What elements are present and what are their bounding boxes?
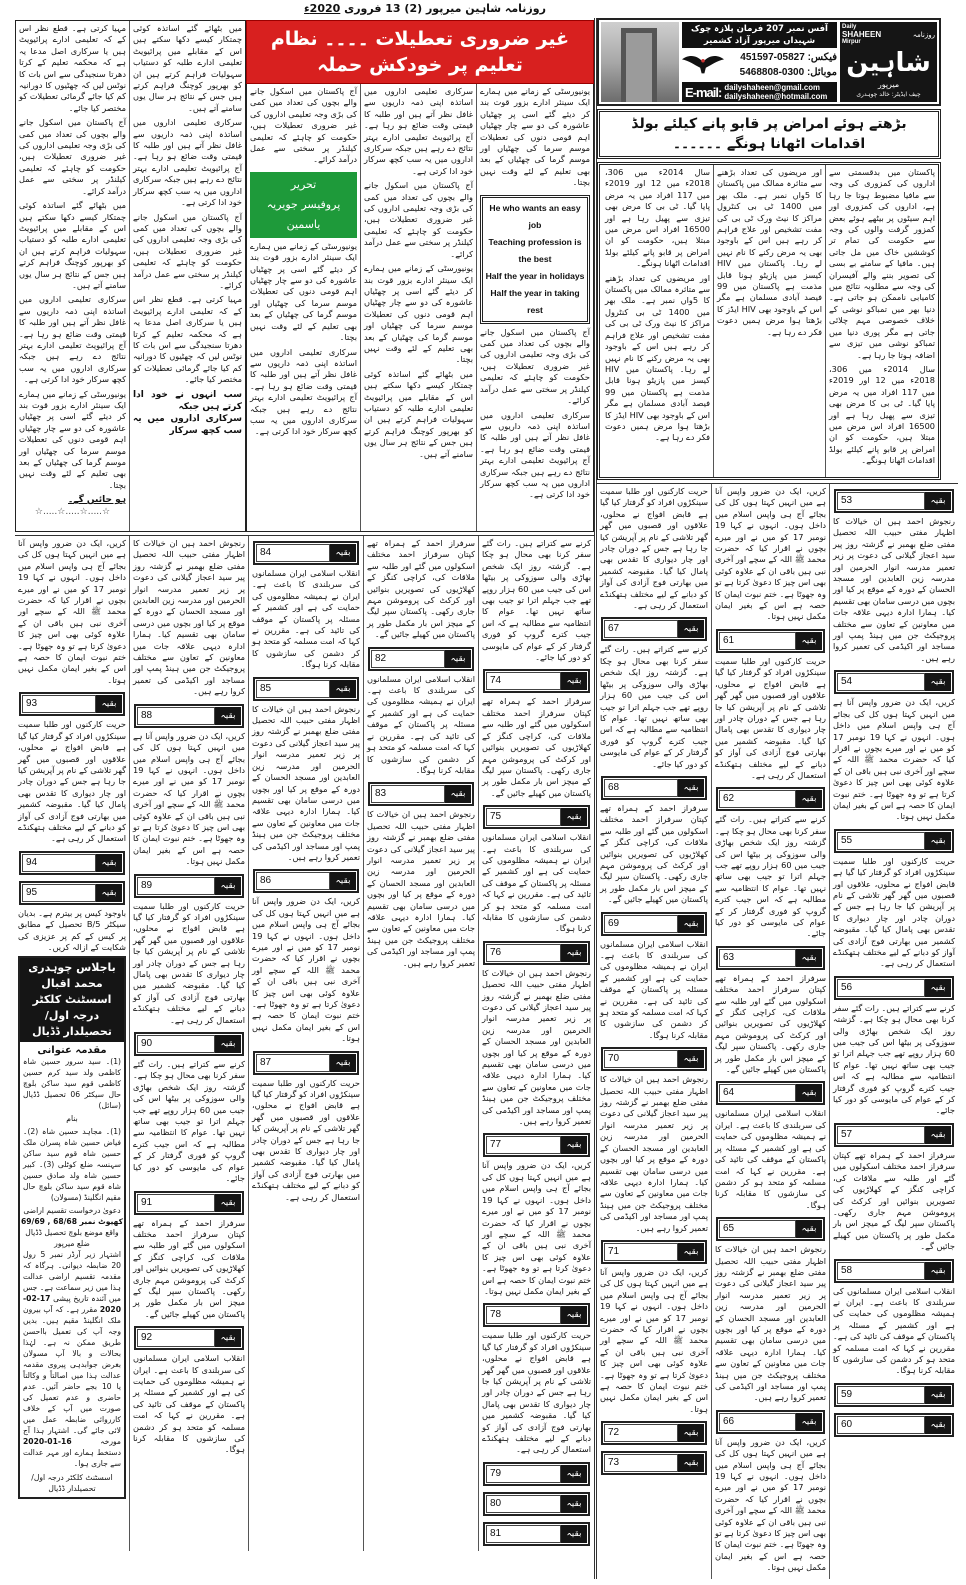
editorial [597, 162, 941, 480]
notice-label: بقیہ [925, 1416, 951, 1434]
right-part [597, 0, 958, 1579]
notice-label: بقیہ [796, 949, 822, 967]
notice-number: 60 [837, 1416, 925, 1434]
notice-label: بقیہ [678, 915, 704, 933]
continued-notice-box [483, 1133, 590, 1157]
main-article-col-2 [361, 84, 477, 531]
continued-notice-box [483, 1522, 590, 1546]
notice-number: 65 [719, 1220, 796, 1238]
logo-shaheen: SHAHEEN [842, 30, 882, 39]
continued-notice-box [834, 1123, 954, 1147]
continued-notice-box [134, 1326, 244, 1350]
continued-notice-box [834, 976, 954, 1000]
notice-label: بقیہ [925, 673, 951, 691]
newspaper-logo [840, 22, 937, 102]
notice-number: 72 [604, 1424, 678, 1442]
notice-label: بقیہ [678, 620, 704, 638]
continued-notice-box [716, 629, 825, 653]
notice-number: 92 [137, 1329, 215, 1347]
paragraph: کریں، ایک دن ضرور واپس آنا ہے میں انہیں کہتا ہوں کل کی بجائے آج ہی واپس اسلام میں داخل ہوں۔ انہوں نے کہا 19 نومبر 17 کو میں نے اور میرے بچوں نے اقرار کیا کہ حضرت محمد ﷺ اللہ کے سچے اور آخری نبی ہیں باقی ان کے علاوہ کوئی بھی اس چیز کا دعویٰ کرتا ہے تو وہ جھوٹا ہے۔ ختم نبوت ایمان کا حصہ ہے اس کے بغیر ایمان مکمل نہیں ہوتا۔ [600, 1266, 708, 1414]
continued-notice-box [834, 829, 954, 853]
paragraph: سال 2014ء میں 306، 2018ء میں 12 اور 2019ء میں 117 افراد میں یہ مرض پایا گیا۔ ٹی بی کا مرض بھی تیزی سے پھیل رہا ہے اور 16500 افراد اس مرض میں مبتلا ہیں، حکومت کو ان امراض پر قابو پانے کیلئے بولڈ اقدامات اٹھانا ہونگے۔ [829, 363, 935, 466]
court-notice [18, 956, 126, 1499]
news-column [130, 536, 249, 1551]
paragraph: کریں، ایک دن ضرور واپس آنا ہے میں انہیں کہتا ہوں کل کی بجائے آج ہی واپس اسلام میں داخل ہوں۔ انہوں نے کہا 19 نومبر 17 کو میں نے اور میرے بچوں نے اقرار کیا کہ حضرت محمد ﷺ اللہ کے سچے اور آخری نبی ہیں باقی ان کے علاوہ کوئی بھی اس چیز کا دعویٰ کرتا ہے تو وہ جھوٹا ہے۔ ختم نبوت ایمان کا حصہ ہے اس کے بغیر ایمان مکمل نہیں ہوتا۔ [715, 1436, 826, 1573]
notice-number: 95 [22, 884, 96, 902]
paragraph: حریت کارکنوں اور طلبا سمیت سینکڑوں افراد کو گرفتار کیا گیا ہے قابض افواج نے محلوں، علاقوں اور قصبوں میں گھر گھر تلاشی کے نام پر آپریشن کیا جا رہا ہے جس کے دوران چادر اور چار دیواری کا تقدس بھی پامال کیا گیا۔ مقبوضہ کشمیر میں بھارتی فوج آزادی کی آواز کو دبانے کے لیے مختلف ہتھکنڈے استعمال کر رہی ہے۔ [18, 719, 126, 844]
khewat-number: کھیوٹ نمبر 68/68 , 69/69 [20, 1217, 123, 1227]
lower-left-columns [15, 535, 594, 1551]
notice-label: بقیہ [561, 808, 587, 826]
continued-notice-box [834, 1259, 954, 1283]
closing-line: ہو جائیں گے۔ [68, 495, 126, 506]
notice-number: 54 [837, 673, 925, 691]
notice-label: بقیہ [796, 1413, 822, 1431]
paragraph: کرنے سے کتراتے ہیں۔ رات گئے سفر کرنا بھی محال ہو چکا ہے۔ گزشتہ روز ایک شخص بھاڑی والی سوزوکی پر بیٹھا اس کی جیب میں 60 ہزار روپے تھے جب جہلم اترا تو جیب بھی ساتھ نہیں تھا۔ عوام کا انتظامیہ سے مطالبہ ہے کہ اس جیب کترے گروپ کو فوری گرفتار کر کے عوام کی مایوسی کو دور کیا جائے۔ [833, 1002, 955, 1116]
notice-number: 83 [371, 785, 445, 803]
continued-notice-box [134, 874, 244, 898]
notice-number: 64 [719, 1084, 796, 1102]
notice-label: بقیہ [445, 785, 471, 803]
continued-notice-box [716, 1410, 825, 1434]
monument-photo [601, 22, 679, 102]
fax-row [724, 50, 837, 65]
paragraph: انقلاب اسلامی ایران مسلمانوں کی سربلندی کا باعث ہے۔ ایران نے ہمیشہ مظلوموں کی حمایت کی ہے اور کشمیر کے مسئلہ پر پاکستان کے موقف کی تائید کی ہے۔ مقررین نے کہا کہ امت مسلمہ کو متحد ہو کر دشمن کی سازشوں کا مقابلہ کرنا ہوگا۔ [482, 832, 591, 934]
notice-number: 79 [486, 1465, 561, 1483]
continued-notice-box [19, 851, 125, 875]
continued-notice-box [134, 1191, 244, 1215]
notice-label: بقیہ [925, 492, 951, 510]
notice-label: بقیہ [925, 1386, 951, 1404]
paragraph: مہیا کرتی ہے۔ قطع نظر اس کے کہ تعلیمی ادارے پرائیویٹ ہیں یا سرکاری اصل مدعا یہ ہے کہ محکمہ تعلیم کے کرتا دھرتا سنجیدگی سے اس بات کا نوٹس لیں کہ چھٹیوں کا دورانیہ کم کیا جائے گرمائی تعطیلات کو مختصر کیا جائے۔ [19, 23, 126, 113]
paragraph: حریت کارکنوں اور طلبا سمیت سینکڑوں افراد کو گرفتار کیا گیا ہے قابض افواج نے محلوں، علاقوں اور قصبوں میں گھر گھر تلاشی کے نام پر آپریشن کیا جا رہا ہے جس کے دوران چادر اور چار دیواری کا تقدس بھی پامال کیا گیا۔ مقبوضہ کشمیر میں بھارتی فوج آزادی کی آواز کو دبانے کے لیے مختلف ہتھکنڈے استعمال کر رہی ہے۔ [133, 900, 245, 1025]
notice-label: بقیہ [796, 1220, 822, 1238]
notice-label: بقیہ [96, 884, 122, 902]
hearing-date: 17-02-2020 [23, 1294, 121, 1315]
dateline [265, 0, 585, 20]
continued-notice-box [601, 1047, 707, 1071]
continued-notice-box [716, 946, 825, 970]
notice-number: 82 [371, 650, 445, 668]
quote-line: Half the year in taking rest [490, 287, 580, 315]
paragraph: سال 2014ء میں 306، 2018ء میں 12 اور 2019ء میں 117 افراد میں یہ مرض پایا گیا۔ ٹی بی کا مرض بھی تیزی سے پھیل رہا ہے اور 16500 افراد اس مرض میں مبتلا ہیں، حکومت کو ان امراض پر قابو پانے کیلئے بولڈ اقدامات اٹھانا ہونگے۔ [605, 167, 710, 269]
paragraph: آج پاکستان میں اسکول جانے والے بچوں کی تعداد میں کمی کی بڑی وجہ تعلیمی اداروں کی غیر ضروری تعطیلات ہیں، حکومت کو چاہئے کہ تعلیمی کیلنڈر پر سختی سے عمل درآمد کرائے۔ [364, 180, 473, 259]
notice-label: بقیہ [445, 650, 471, 668]
notice-label: بقیہ [561, 1525, 587, 1543]
continued-notice-box [834, 489, 954, 513]
continued-notice-box [253, 541, 359, 565]
fax-number: 05827-451597 [740, 52, 805, 63]
main-article [246, 20, 594, 532]
paragraph: میں بٹھائے گئے اساتذہ کوئی چمتکار کیسے دکھا سکتے ہیں اس کے مقابلے میں پرائیویٹ تعلیمی ادارے طلبہ کو دستیاب سہولیات فراہم کرتے ہیں ان کو بھرپور کوچنگ فراہم کرتے ہیں جس کے نتائج ہر سال یوں سامنے آتے ہیں۔ [133, 23, 242, 113]
continued-notice-box [601, 912, 707, 936]
paragraph: سرفراز احمد کے ہمراہ تھے کپتان سرفراز احمد مختلف اسکولوں میں گئے اور طلبہ سے ملاقات کی، کراچی کنگز کے کھلاڑیوں کی تصویریں بنوائیں اور کرکٹ کی پروموشن مہم جاری رکھی۔ پاکستان سپر لیگ کے میچز اس بار مکمل طور پر پاکستان میں کھیلے جائیں گے۔ [600, 802, 708, 905]
continued-notice-box [134, 1032, 244, 1056]
editorial-col-1 [826, 165, 938, 477]
paragraph: پاکستان میں بدقسمتی سے اداروں کی کمزوری کی وجہ سے مافیا مضبوط ہوتا جا رہا ہے، اداروں کی کمزوری اور اہم سیٹوں پر بیٹھے ہوئے بعض کمزور گرفت والوں کی وجہ سے حکومت کی تمام تر کوششیں خاک میں مل جاتی ہیں۔ مافیا کے سامنے بے بسی کی تصویر بننے والے آفیسران کی وجہ سے مطلوبہ نتائج میں کامیابی ناممکن ہو جاتی ہے۔ دنیا بھر میں تمباکو نوشی کے خلاف خصوصی مہم چلائی جاتی ہے مگر پوری دنیا میں تمباکو نوشی میں تیزی سے اضافہ ہوتا جا رہا ہے۔ [829, 167, 935, 360]
notice-body: دستخط ہمارے اور مہر عدالت سے جاری ہوا۔ [23, 1448, 121, 1469]
news-column [249, 536, 364, 1551]
logo-english [842, 24, 881, 46]
notice-label: بقیہ [215, 877, 241, 895]
continued-notice-box [601, 1421, 707, 1445]
notice-number: 80 [486, 1495, 561, 1513]
paragraph: حریت کارکنوں اور طلبا سمیت سینکڑوں افراد کو گرفتار کیا گیا ہے قابض افواج نے محلوں، علاقوں اور قصبوں میں گھر گھر تلاشی کے نام پر آپریشن کیا جا رہا ہے جس کے دوران چادر اور چار دیواری کا تقدس بھی پامال کیا گیا۔ مقبوضہ کشمیر میں بھارتی فوج آزادی کی آواز کو دبانے کے لیے مختلف ہتھکنڈے استعمال کر رہی ہے۔ [833, 855, 955, 969]
notice-number: 75 [486, 808, 561, 826]
notice-number: 85 [256, 680, 330, 698]
notice-label: بقیہ [796, 1084, 822, 1102]
paragraph: کریں، ایک دن ضرور واپس آنا ہے میں انہیں کہتا ہوں کل کی بجائے آج ہی واپس اسلام میں داخل ہوں۔ انہوں نے کہا 19 نومبر 17 کو میں نے اور میرے بچوں نے اقرار کیا کہ حضرت محمد ﷺ اللہ کے سچے اور آخری نبی ہیں باقی ان کے علاوہ کوئی بھی اس چیز کا دعویٰ کرتا ہے تو وہ جھوٹا ہے۔ ختم نبوت ایمان کا حصہ ہے اس کے بغیر ایمان مکمل نہیں ہوتا۔ [18, 538, 126, 685]
notice-number: 71 [604, 1243, 678, 1261]
paragraph: سرفراز احمد کے ہمراہ تھے کپتان سرفراز احمد مختلف اسکولوں میں گئے اور طلبہ سے ملاقات کی، کراچی کنگز کے کھلاڑیوں کی تصویریں بنوائیں اور کرکٹ کی پروموشن مہم جاری رکھی۔ پاکستان سپر لیگ کے میچز اس بار مکمل طور پر پاکستان میں کھیلے جائیں گے۔ [482, 696, 591, 798]
paragraph: حریت کارکنوں اور طلبا سمیت سینکڑوں افراد کو گرفتار کیا گیا ہے قابض افواج نے محلوں، علاقوں اور قصبوں میں گھر گھر تلاشی کے نام پر آپریشن کیا جا رہا ہے جس کے دوران چادر اور چار دیواری کا تقدس بھی پامال کیا گیا۔ مقبوضہ کشمیر میں بھارتی فوج آزادی کی آواز کو دبانے کے لیے مختلف ہتھکنڈے استعمال کر رہی ہے۔ [482, 1330, 591, 1455]
continued-notice-box [716, 1217, 825, 1241]
continued-notice-box [601, 1451, 707, 1475]
notice-label: بقیہ [215, 707, 241, 725]
notice-label: بقیہ [678, 1454, 704, 1472]
paragraph: سرکاری تعلیمی اداروں میں اساتذہ اپنی ذمہ داریوں سے غافل نظر آتے ہیں اور طلبہ کا قیمتی وقت ضائع ہو رہا ہے۔ آج پرائیویٹ تعلیمی ادارے بہتر نتائج دے رہے ہیں جبکہ سرکاری اداروں میں یہ سب کچھ سرکار خود ادا کرتی ہے۔ [250, 346, 357, 437]
quote-line: He who wants an easy job [489, 202, 581, 230]
paragraph: اور مریضوں کی تعداد بڑھنے سے متاثرہ ممالک میں پاکستان کا 5واں نمبر ہے۔ ملک بھر میں 1400 ٹی بی کنٹرول مراکز کا نیٹ ورک ٹی بی کی مفت تشخیص اور علاج فراہم کر رہے ہیں اس کے باوجود بھی یہ مرض رکنے کا نام نہیں لے رہا۔ پاکستان میں HIV کیسز میں پازیٹو ہونا قابل مذمت ہے پاکستان میں 99 فیصد آبادی مسلمان ہے مگر اس کے باوجود بھی HIV ایڈز کا بڑھتا ہوا مرض ہمیں دعوت فکر دے رہا ہے۔ [717, 167, 823, 337]
notice-number: 73 [604, 1454, 678, 1472]
continued-notice-box [716, 1081, 825, 1105]
paragraph: یونیورسٹی کے زمانے میں ہمارے ایک سینئر ادارے بزور قوت بند کر دیئے گئے اسی پر چھٹیاں عاشورہ کی دو سے چار چھٹیاں اہم قومی دنوں کی تعطیلات موسم سرما کی چھٹیاں اور موسم گرما کی چھٹیاں کے بعد بھی تعلیم کے لئے وقت نہیں بچتا۔ [364, 263, 473, 365]
notice-label: بقیہ [561, 944, 587, 962]
paragraph: انقلاب اسلامی ایران مسلمانوں کی سربلندی کا باعث ہے۔ ایران نے ہمیشہ مظلوموں کی حمایت کی ہے اور کشمیر کے مسئلہ پر پاکستان کے موقف کی تائید کی ہے۔ مقررین نے کہا کہ امت مسلمہ کو متحد ہو کر دشمن کی سازشوں کا مقابلہ کرنا ہوگا۔ [367, 673, 475, 775]
defendants: (1)۔ مجاہد حسین شاہ (2)۔ فیاض حسین شاہ پسران ملک حسین شاہ قوم سید ساکن سہنسہ ضلع کوٹلی (3)۔ کبیر حسین شاہ ولد صادق حسین شاہ قوم سید ساکن بلوچ حال مقیم انگلینڈ (مسولان) [23, 1127, 122, 1203]
paragraph: رنجوش احمد ہیں ان خیالات کا اظہار مفتی حبیب اللہ تحصیل مفتی ضلع بھمبر نے گزشتہ روز پیر سید اعجاز گیلانی کی دعوت پر زیر تعمیر مدرسہ انوار الحرمین اور مدرسہ زین العابدین اور مسجد الحسان کے دورہ کے موقع پر کیا اور بچوں میں درسی سامان بھی تقسیم کیا۔ ہمارا ادارہ دیہی علاقہ جات میں معاونین کے تعاون سے مختلف پروجیکٹ جن میں ہینڈ پمپ اور مساجد اور اکیڈمی کی تعمیر کروا رہے ہیں۔ [600, 1074, 708, 1233]
notice-label: بقیہ [796, 790, 822, 808]
paragraph: حریت کارکنوں اور طلبا سمیت سینکڑوں افراد کو گرفتار کیا گیا ہے قابض افواج نے محلوں، علاقوں اور قصبوں میں گھر گھر تلاشی کے نام پر آپریشن کیا جا رہا ہے جس کے دوران چادر اور چار دیواری کا تقدس بھی پامال کیا گیا۔ مقبوضہ کشمیر میں بھارتی فوج آزادی کی آواز کو دبانے کے لیے مختلف ہتھکنڈے استعمال کر رہی ہے۔ [252, 1077, 360, 1202]
notice-number: 77 [486, 1136, 561, 1154]
notice-number: 93 [22, 695, 96, 713]
paragraph: کریں، ایک دن ضرور واپس آنا ہے میں انہیں کہتا ہوں کل کی بجائے آج ہی واپس اسلام میں داخل ہوں۔ انہوں نے کہا 19 نومبر 17 کو میں نے اور میرے بچوں نے اقرار کیا کہ حضرت محمد ﷺ اللہ کے سچے اور آخری نبی ہیں باقی ان کے علاوہ کوئی بھی اس چیز کا دعویٰ کرتا ہے تو وہ جھوٹا ہے۔ ختم نبوت ایمان کا حصہ ہے اس کے بغیر ایمان مکمل نہیں ہوتا۔ [252, 896, 360, 1044]
main-article-col-1 [477, 84, 593, 531]
notice-label: بقیہ [925, 979, 951, 997]
continued-notice-box [601, 776, 707, 800]
suit-title: دعویٰ درخواست تقسیم اراضی [23, 1206, 121, 1216]
chief-editor: چیف ایڈیٹر: خالد چوہدری [856, 91, 921, 98]
paragraph: کریں، ایک دن ضرور واپس آنا ہے میں انہیں کہتا ہوں کل کی بجائے آج ہی واپس اسلام میں داخل ہوں۔ انہوں نے کہا 19 نومبر 17 کو میں نے اور میرے بچوں نے اقرار کیا کہ حضرت محمد ﷺ اللہ کے سچے اور آخری نبی ہیں باقی ان کے علاوہ کوئی بھی اس چیز کا دعویٰ کرتا ہے تو وہ جھوٹا ہے۔ ختم نبوت ایمان کا حصہ ہے اس کے بغیر ایمان مکمل نہیں ہوتا۔ [715, 486, 826, 622]
continued-notice-box [483, 941, 590, 965]
notice-number: 87 [256, 1054, 330, 1072]
paragraph: یونیورسٹی کے زمانے میں ہمارے ایک سینئر ادارے بزور قوت بند کر دیئے گئے اسی پر چھٹیاں عاشورہ کی دو سے چار چھٹیاں اہم قومی دنوں کی تعطیلات موسم سرما کی چھٹیاں اور موسم گرما کی چھٹیاں کے بعد بھی تعلیم کے لئے وقت نہیں بچتا۔ [19, 388, 126, 490]
notice-number: 91 [137, 1194, 215, 1212]
main-article-col-3 [247, 84, 361, 531]
paragraph: انقلاب اسلامی ایران مسلمانوں کی سربلندی کا باعث ہے۔ ایران نے ہمیشہ مظلوموں کی حمایت کی ہے اور کشمیر کے مسئلہ پر پاکستان کے موقف کی تائید کی ہے۔ مقررین نے کہا کہ امت مسلمہ کو متحد ہو کر دشمن کی سازشوں کا مقابلہ کرنا ہوگا۔ [133, 1353, 245, 1455]
continued-notice-box [253, 869, 359, 893]
notice-label: بقیہ [561, 1465, 587, 1483]
notice-number: 94 [22, 854, 96, 872]
notice-number: 53 [837, 492, 925, 510]
notice-number: 68 [604, 779, 678, 797]
stars-divider: ☆.....☆.....☆.....☆ [34, 507, 111, 518]
continued-notice-box [368, 647, 474, 671]
logo-urdu: شاہین [846, 48, 931, 78]
notice-label: بقیہ [925, 832, 951, 850]
continued-notice-box [19, 881, 125, 905]
quote-line: Half the year in holidays [485, 270, 585, 281]
paragraph: کرنے سے کتراتے ہیں۔ رات گئے سفر کرنا بھی محال ہو چکا ہے۔ گزشتہ روز ایک شخص بھاڑی والی سوزوکی پر بیٹھا اس کی جیب میں 60 ہزار روپے تھے جب جہلم اترا تو جیب بھی ساتھ نہیں تھا۔ عوام کا انتظامیہ سے مطالبہ ہے کہ اس جیب کترے گروپ کو فوری گرفتار کر کے عوام کی مایوسی کو دور کیا جائے۔ [715, 814, 827, 939]
continued-notice-box [716, 787, 825, 811]
continued-notice-box [834, 1413, 954, 1437]
paragraph: رنجوش احمد ہیں ان خیالات کا اظہار مفتی حبیب اللہ تحصیل مفتی ضلع بھمبر نے گزشتہ روز پیر سید اعجاز گیلانی کی دعوت پر زیر تعمیر مدرسہ انوار الحرمین اور مدرسہ زین العابدین اور مسجد الحسان کے دورہ کے موقع پر کیا اور بچوں میں درسی سامان بھی تقسیم کیا۔ ہمارا ادارہ دیہی علاقہ جات میں معاونین کے تعاون سے مختلف پروجیکٹ جن میں ہینڈ پمپ اور مساجد اور اکیڈمی کی تعمیر کروا رہے ہیں۔ [252, 703, 360, 862]
paragraph: انقلاب اسلامی ایران مسلمانوں کی سربلندی کا باعث ہے۔ ایران نے ہمیشہ مظلوموں کی حمایت کی ہے اور کشمیر کے مسئلہ پر پاکستان کے موقف کی تائید کی ہے۔ مقررین نے کہا کہ امت مسلمہ کو متحد ہو کر دشمن کی سازشوں کا مقابلہ کرنا ہوگا۔ [600, 938, 708, 1040]
paragraph: میں بٹھائے گئے اساتذہ کوئی چمتکار کیسے دکھا سکتے ہیں اس کے مقابلے میں پرائیویٹ تعلیمی ادارے طلبہ کو دستیاب سہولیات فراہم کرتے ہیں ان کو بھرپور کوچنگ فراہم کرتے ہیں جس کے نتائج ہر سال یوں سامنے آتے ہیں۔ [364, 368, 473, 459]
notice-number: 69 [604, 915, 678, 933]
mobile-label: موبائل: [806, 67, 837, 78]
email-label: E-mail: [685, 84, 722, 100]
plaintiff: (1)۔ سید سرور حسین شاہ کاظمی ولد سید کرم حسین کاظمی قوم سید ساکن بلوچ حال سیکٹر 06 تحصیل ڈڈیال (سائل) [23, 1057, 121, 1111]
versus: بنام [66, 1114, 78, 1124]
notice-number: 67 [604, 620, 678, 638]
notice-number: 74 [486, 672, 561, 690]
paragraph: رنجوش احمد ہیں ان خیالات کا اظہار مفتی حبیب اللہ تحصیل مفتی ضلع بھمبر نے گزشتہ روز پیر سید اعجاز گیلانی کی دعوت پر زیر تعمیر مدرسہ انوار الحرمین اور مدرسہ زین العابدین اور مسجد الحسان کے دورہ کے موقع پر کیا اور بچوں میں درسی سامان بھی تقسیم کیا۔ ہمارا ادارہ دیہی علاقہ جات میں معاونین کے تعاون سے مختلف پروجیکٹ جن میں ہینڈ پمپ اور مساجد اور اکیڈمی کی تعمیر کروا رہے ہیں۔ [133, 538, 245, 697]
quote-line: Teaching profession is the best [488, 236, 582, 264]
paragraph: آج پاکستان میں اسکول جانے والے بچوں کی تعداد میں کمی کی بڑی وجہ تعلیمی اداروں کی غیر ضروری تعطیلات ہیں، حکومت کو چاہئے کہ تعلیمی کیلنڈر پر سختی سے عمل درآمد کرائے۔ [250, 86, 357, 165]
court-top-text: باوجود کیس پر بیترم ہے۔ بدیان سیکٹر B/5 تحصیل کے مطابق پر کیس کے کم پر عزیزی کی شکایت کے ازالہ کریں۔ [18, 907, 126, 952]
logo-top [842, 24, 935, 46]
dateline-text: روزنامہ شاہین میرپور (2) 13 فروری [344, 2, 546, 15]
news-column [479, 536, 594, 1551]
news-column [364, 536, 479, 1551]
notice-label: بقیہ [678, 1243, 704, 1261]
email-address[interactable]: dailyshaheen@hotmail.com [724, 92, 828, 101]
notice-number: 58 [837, 1262, 925, 1280]
continued-notice-box [483, 669, 590, 693]
contact-row [682, 50, 837, 80]
editorial-col-2 [714, 165, 826, 477]
paragraph: یونیورسٹی کے زمانے میں ہمارے ایک سینئر ادارے بزور قوت بند کر دیئے گئے اسی پر چھٹیاں عاشورہ کی دو سے چار چھٹیاں اہم قومی دنوں کی تعطیلات موسم سرما کی چھٹیاں اور موسم گرما کی چھٹیاں کے بعد بھی تعلیم کے لئے وقت نہیں بچتا۔ [480, 86, 590, 188]
notice-number: 84 [256, 544, 330, 562]
paragraph: انقلاب اسلامی ایران مسلمانوں کی سربلندی کا باعث ہے۔ ایران نے ہمیشہ مظلوموں کی حمایت کی ہے اور کشمیر کے مسئلہ پر پاکستان کے موقف کی تائید کی ہے۔ مقررین نے کہا کہ امت مسلمہ کو متحد ہو کر دشمن کی سازشوں کا مقابلہ کرنا ہوگا۔ [715, 1108, 826, 1210]
notice-number: 76 [486, 944, 561, 962]
left-part [15, 0, 594, 1551]
editorial-col-3 [602, 165, 714, 477]
notice-number: 55 [837, 832, 925, 850]
continued-notice-box [834, 1383, 954, 1407]
notice-label: بقیہ [330, 872, 356, 890]
top-row [15, 20, 594, 532]
notice-number: 61 [719, 632, 796, 650]
notice-number: 62 [719, 790, 796, 808]
contact-numbers [724, 50, 837, 80]
signature: اسسٹنٹ کلکٹر درجہ اول/تحصیلدار ڈڈیال [31, 1473, 113, 1494]
eagle-icon [682, 50, 724, 80]
paragraph: میں بٹھائے گئے اساتذہ کوئی چمتکار کیسے دکھا سکتے ہیں اس کے مقابلے میں پرائیویٹ تعلیمی ادارے طلبہ کو دستیاب سہولیات فراہم کرتے ہیں ان کو بھرپور کوچنگ فراہم کرتے ہیں جس کے نتائج ہر سال یوں سامنے آتے ہیں۔ [19, 200, 126, 290]
court-heading: باجلاس چوہدری محمد اقبال اسسٹنٹ کلکٹر درجہ اول/تحصیلدار ڈڈیال [20, 958, 124, 1042]
notice-number: 90 [137, 1035, 215, 1053]
paragraph: سرکاری تعلیمی اداروں میں اساتذہ اپنی ذمہ داریوں سے غافل نظر آتے ہیں اور طلبہ کا قیمتی وقت ضائع ہو رہا ہے۔ آج پرائیویٹ تعلیمی ادارے بہتر نتائج دے رہے ہیں جبکہ سرکاری اداروں میں یہ سب کچھ سرکار خود ادا کرتی ہے۔ [19, 294, 126, 385]
notice-label: بقیہ [330, 680, 356, 698]
notice-number: 66 [719, 1413, 796, 1431]
closing-line: سب انہوں نے خود ادا کرتے ہیں جبکہ [133, 389, 242, 412]
paragraph: آج پاکستان میں اسکول جانے والے بچوں کی تعداد میں کمی کی بڑی وجہ تعلیمی اداروں کی غیر ضروری تعطیلات ہیں، حکومت کو چاہئے کہ تعلیمی کیلنڈر پر سختی سے عمل درآمد کرائے۔ [480, 326, 590, 406]
logo-roznama: روزنامہ [912, 31, 935, 39]
continued-notice-box [483, 1492, 590, 1516]
paragraph: کرنے سے کتراتے ہیں۔ رات گئے سفر کرنا بھی محال ہو چکا ہے۔ گزشتہ روز ایک شخص بھاڑی والی سوزوکی پر بیٹھا اس کی جیب میں 60 ہزار روپے تھے جب جہلم اترا تو جیب بھی ساتھ نہیں تھا۔ عوام کا انتظامیہ سے مطالبہ ہے کہ اس جیب کترے گروپ کو فوری گرفتار کر کے عوام کی مایوسی کو دور کیا جائے۔ [482, 538, 592, 663]
notice-label: بقیہ [678, 1050, 704, 1068]
paragraph: سرکاری تعلیمی اداروں میں اساتذہ اپنی ذمہ داریوں سے غافل نظر آتے ہیں اور طلبہ کا قیمتی وقت ضائع ہو رہا ہے۔ آج پرائیویٹ تعلیمی ادارے بہتر نتائج دے رہے ہیں جبکہ سرکاری اداروں میں یہ سب کچھ سرکار خود ادا کرتی ہے۔ [480, 409, 590, 500]
notice-label: بقیہ [925, 1262, 951, 1280]
notice-label: بقیہ [678, 779, 704, 797]
continued-notice-box [19, 692, 125, 716]
case-title: مقدمہ عنوانی [37, 1045, 107, 1057]
notice-label: بقیہ [215, 1194, 241, 1212]
paragraph: سرفراز احمد کے ہمراہ تھے کپتان سرفراز احمد مختلف اسکولوں میں گئے اور طلبہ سے ملاقات کی، کراچی کنگز کے کھلاڑیوں کی تصویریں بنوائیں اور کرکٹ کی پروموشن مہم جاری رکھی۔ پاکستان سپر لیگ کے میچز اس بار مکمل طور پر پاکستان میں کھیلے جائیں گے۔ [833, 1149, 955, 1252]
notice-number: 89 [137, 877, 215, 895]
issue-date: 16-01-2020 [23, 1437, 72, 1447]
paragraph: رنجوش احمد ہیں ان خیالات کا اظہار مفتی حبیب اللہ تحصیل مفتی ضلع بھمبر نے گزشتہ روز پیر سید اعجاز گیلانی کی دعوت پر زیر تعمیر مدرسہ انوار الحرمین اور مدرسہ زین العابدین اور مسجد الحسان کے دورہ کے موقع پر کیا اور بچوں میں درسی سامان بھی تقسیم کیا۔ ہمارا ادارہ دیہی علاقہ جات میں معاونین کے تعاون سے مختلف پروجیکٹ جن میں ہینڈ پمپ اور مساجد اور اکیڈمی کی تعمیر کروا رہے ہیں۔ [482, 967, 591, 1127]
email-address[interactable]: dailyshaheen@gmail.com [724, 83, 820, 92]
paragraph: حریت کارکنوں اور طلبا سمیت سینکڑوں افراد کو گرفتار کیا گیا ہے قابض افواج نے محلوں، علاقوں اور قصبوں میں گھر گھر تلاشی کے نام پر آپریشن کیا جا رہا ہے جس کے دوران چادر اور چار دیواری کا تقدس بھی پامال کیا گیا۔ مقبوضہ کشمیر میں بھارتی فوج آزادی کی آواز کو دبانے کے لیے مختلف ہتھکنڈے استعمال کر رہی ہے۔ [600, 486, 708, 611]
logo-city: میرپور [877, 80, 900, 89]
paragraph: سرفراز احمد کے ہمراہ تھے کپتان سرفراز احمد مختلف اسکولوں میں گئے اور طلبہ سے ملاقات کی، کراچی کنگز کے کھلاڑیوں کی تصویریں بنوائیں اور کرکٹ کی پروموشن مہم جاری رکھی۔ پاکستان سپر لیگ کے میچز اس بار مکمل طور پر پاکستان میں کھیلے جائیں گے۔ [133, 1217, 245, 1319]
notice-label: بقیہ [925, 1126, 951, 1144]
location: واقع موضع بلوچ تحصیل ڈڈیال ضلع میرپور [25, 1228, 119, 1249]
continued-notice-box [134, 704, 244, 728]
masthead-contact [682, 22, 837, 102]
paragraph: کرنے سے کتراتے ہیں۔ رات گئے سفر کرنا بھی محال ہو چکا ہے۔ گزشتہ روز ایک شخص بھاڑی والی سوزوکی پر بیٹھا اس کی جیب میں 60 ہزار روپے تھے جب جہلم اترا تو جیب بھی ساتھ نہیں تھا۔ عوام کا انتظامیہ سے مطالبہ ہے کہ اس جیب کترے گروپ کو فوری گرفتار کر کے عوام کی مایوسی کو دور کیا جائے۔ [600, 644, 708, 769]
continued-notice-box [601, 1240, 707, 1264]
notice-label: بقیہ [96, 854, 122, 872]
left-article-col-2 [16, 21, 130, 531]
paragraph: رنجوش احمد ہیں ان خیالات کا اظہار مفتی حبیب اللہ تحصیل مفتی ضلع بھمبر نے گزشتہ روز پیر سید اعجاز گیلانی کی دعوت پر زیر تعمیر مدرسہ انوار الحرمین اور مدرسہ زین العابدین اور مسجد الحسان کے دورہ کے موقع پر کیا اور بچوں میں درسی سامان بھی تقسیم کیا۔ ہمارا ادارہ دیہی علاقہ جات میں معاونین کے تعاون سے مختلف پروجیکٹ جن میں ہینڈ پمپ اور مساجد اور اکیڈمی کی تعمیر کروا رہے ہیں۔ [833, 516, 955, 663]
editorial-headline: بڑھتے ہوئے امراض پر قابو پانے کیلئے بولڈ اقدامات اٹھانا ہونگے ۔۔۔۔۔۔ [597, 109, 941, 159]
news-column [712, 484, 830, 1579]
english-quote-box [480, 195, 590, 324]
left-article-col-1 [130, 21, 245, 531]
mobile-number: 0300-5468808 [739, 67, 805, 78]
dateline-year: 2020ء [304, 2, 341, 15]
byline-label: تحریر [290, 177, 317, 191]
continued-notice-box [483, 805, 590, 829]
notice-body: مقرر ہے۔ کہ آپ بیرون ملک انگلینڈ مقیم ہیں۔ بدیں وجہ آپ کی تعمیل بااحسن طریق ممکن نہ ہے۔ لہٰذا بحالات و بالا آپ مسولان بغرض جوابدہی پیروی مقدمہ عدالت ہذا میں اصالتاً و وکالتاً یا 10 بجے حاضر آئیں۔ عدم حاضری و عدم تعمیل کی صورت میں آپ کے خلاف کارروائی ضابطہ عمل میں لائی جائے گی۔ اشتہار ہذا آج مورخہ [23, 1305, 122, 1447]
notice-label: بقیہ [96, 695, 122, 713]
paragraph: یونیورسٹی کے زمانے میں ہمارے ایک سینئر ادارے بزور قوت بند کر دیئے گئے اسی پر چھٹیاں عاشورہ کی دو سے چار چھٹیاں اہم قومی دنوں کی تعطیلات موسم سرما کی چھٹیاں اور موسم گرما کی چھٹیاں کے بعد بھی تعلیم کے لئے وقت نہیں بچتا۔ [250, 240, 357, 343]
paragraph: انقلاب اسلامی ایران مسلمانوں کی سربلندی کا باعث ہے۔ ایران نے ہمیشہ مظلوموں کی حمایت کی ہے اور کشمیر کے مسئلہ پر پاکستان کے موقف کی تائید کی ہے۔ مقررین نے کہا کہ امت مسلمہ کو متحد ہو کر دشمن کی سازشوں کا مقابلہ کرنا ہوگا۔ [833, 1285, 955, 1376]
paragraph: کریں، ایک دن ضرور واپس آنا ہے میں انہیں کہتا ہوں کل کی بجائے آج ہی واپس اسلام میں داخل ہوں۔ انہوں نے کہا 19 نومبر 17 کو میں نے اور میرے بچوں نے اقرار کیا کہ حضرت محمد ﷺ اللہ کے سچے اور آخری نبی ہیں باقی ان کے علاوہ کوئی بھی اس چیز کا دعویٰ کرتا ہے تو وہ جھوٹا ہے۔ ختم نبوت ایمان کا حصہ ہے اس کے بغیر ایمان مکمل نہیں ہوتا۔ [133, 730, 245, 867]
left-article [15, 20, 246, 532]
continued-notice-box [368, 782, 474, 806]
continued-notice-box [483, 1303, 590, 1327]
paragraph: حریت کارکنوں اور طلبا سمیت سینکڑوں افراد کو گرفتار کیا گیا ہے قابض افواج نے محلوں، علاقوں اور قصبوں میں گھر گھر تلاشی کے نام پر آپریشن کیا جا رہا ہے جس کے دوران چادر اور چار دیواری کا تقدس بھی پامال کیا گیا۔ مقبوضہ کشمیر میں بھارتی فوج آزادی کی آواز کو دبانے کے لیے مختلف ہتھکنڈے استعمال کر رہی ہے۔ [715, 655, 826, 780]
main-article-columns [246, 84, 594, 532]
paragraph: رنجوش احمد ہیں ان خیالات کا اظہار مفتی حبیب اللہ تحصیل مفتی ضلع بھمبر نے گزشتہ روز پیر سید اعجاز گیلانی کی دعوت پر زیر تعمیر مدرسہ انوار الحرمین اور مدرسہ زین العابدین اور مسجد الحسان کے دورہ کے موقع پر کیا اور بچوں میں درسی سامان بھی تقسیم کیا۔ ہمارا ادارہ دیہی علاقہ جات میں معاونین کے تعاون سے مختلف پروجیکٹ جن میں ہینڈ پمپ اور مساجد اور اکیڈمی کی تعمیر کروا رہے ہیں۔ [715, 1244, 826, 1403]
notice-label: بقیہ [561, 1495, 587, 1513]
closing-line: سرکاری اداروں میں یہ سب کچھ سرکار [133, 413, 242, 436]
paragraph: سرفراز احمد کے ہمراہ تھے کپتان سرفراز احمد مختلف اسکولوں میں گئے اور طلبہ سے ملاقات کی، کراچی کنگز کے کھلاڑیوں کی تصویریں بنوائیں اور کرکٹ کی پروموشن مہم جاری رکھی۔ پاکستان سپر لیگ کے میچز اس بار مکمل طور پر پاکستان میں کھیلے جائیں گے۔ [367, 538, 475, 640]
continued-notice-box [253, 1051, 359, 1075]
paragraph: آج پاکستان میں اسکول جانے والے بچوں کی تعداد میں کمی کی بڑی وجہ تعلیمی اداروں کی غیر ضروری تعطیلات ہیں، حکومت کو چاہئے کہ تعلیمی کیلنڈر پر سختی سے عمل درآمد کرائے۔ [19, 117, 126, 196]
monument-tower [621, 28, 657, 102]
notice-number: 56 [837, 979, 925, 997]
news-column [15, 536, 130, 1551]
paragraph: اور مریضوں کی تعداد بڑھنے سے متاثرہ ممالک میں پاکستان کا 5واں نمبر ہے۔ ملک بھر میں 1400 ٹی بی کنٹرول مراکز کا نیٹ ورک ٹی بی کی مفت تشخیص اور علاج فراہم کر رہے ہیں اس کے باوجود بھی یہ مرض رکنے کا نام نہیں لے رہا۔ پاکستان میں HIV کیسز میں پازیٹو ہونا قابل مذمت ہے پاکستان میں 99 فیصد آبادی مسلمان ہے مگر اس کے باوجود بھی HIV ایڈز کا بڑھتا ہوا مرض ہمیں دعوت فکر دے رہا ہے۔ [605, 272, 711, 443]
continued-notice-box [834, 670, 954, 694]
lower-right-columns [597, 483, 958, 1579]
continued-notice-box [253, 677, 359, 701]
notice-label: بقیہ [215, 1329, 241, 1347]
notice-label: بقیہ [215, 1035, 241, 1053]
paragraph: آج پاکستان میں اسکول جانے والے بچوں کی تعداد میں کمی کی بڑی وجہ تعلیمی اداروں کی غیر ضروری تعطیلات ہیں، حکومت کو چاہئے کہ تعلیمی کیلنڈر پر سختی سے عمل درآمد کرائے۔ [133, 211, 242, 290]
notice-label: بقیہ [330, 544, 356, 562]
paragraph: انقلاب اسلامی ایران مسلمانوں کی سربلندی کا باعث ہے۔ ایران نے ہمیشہ مظلوموں کی حمایت کی ہے اور کشمیر کے مسئلہ پر پاکستان کے موقف کی تائید کی ہے۔ مقررین نے کہا کہ امت مسلمہ کو متحد ہو کر دشمن کی سازشوں کا مقابلہ کرنا ہوگا۔ [252, 568, 360, 670]
notice-number: 63 [719, 949, 796, 967]
notice-number: 88 [137, 707, 215, 725]
notice-label: بقیہ [561, 1306, 587, 1324]
email-bar [682, 82, 837, 102]
notice-label: بقیہ [561, 672, 587, 690]
notice-label: بقیہ [796, 632, 822, 650]
paragraph: سرکاری تعلیمی اداروں میں اساتذہ اپنی ذمہ داریوں سے غافل نظر آتے ہیں اور طلبہ کا قیمتی وقت ضائع ہو رہا ہے۔ آج پرائیویٹ تعلیمی ادارے بہتر نتائج دے رہے ہیں جبکہ سرکاری اداروں میں یہ سب کچھ سرکار خود ادا کرتی ہے۔ [364, 86, 473, 176]
notice-label: بقیہ [561, 1136, 587, 1154]
news-column [830, 484, 958, 1579]
news-column [597, 484, 712, 1579]
byline-box [250, 172, 357, 238]
notice-number: 59 [837, 1386, 925, 1404]
continued-notice-box [601, 617, 707, 641]
paragraph: سرکاری تعلیمی اداروں میں اساتذہ اپنی ذمہ داریوں سے غافل نظر آتے ہیں اور طلبہ کا قیمتی وقت ضائع ہو رہا ہے۔ آج پرائیویٹ تعلیمی ادارے بہتر نتائج دے رہے ہیں جبکہ سرکاری اداروں میں یہ سب کچھ سرکار خود ادا کرتی ہے۔ [133, 117, 242, 208]
notice-number: 57 [837, 1126, 925, 1144]
paragraph: سرفراز احمد کے ہمراہ تھے کپتان سرفراز احمد مختلف اسکولوں میں گئے اور طلبہ سے ملاقات کی، کراچی کنگز کے کھلاڑیوں کی تصویریں بنوائیں اور کرکٹ کی پروموشن مہم جاری رکھی۔ پاکستان سپر لیگ کے میچز اس بار مکمل طور پر پاکستان میں کھیلے جائیں گے۔ [715, 972, 826, 1075]
continued-notice-box [483, 1462, 590, 1486]
paragraph: رنجوش احمد ہیں ان خیالات کا اظہار مفتی حبیب اللہ تحصیل مفتی ضلع بھمبر نے گزشتہ روز پیر سید اعجاز گیلانی کی دعوت پر زیر تعمیر مدرسہ انوار الحرمین اور مدرسہ زین العابدین اور مسجد الحسان کے دورہ کے موقع پر کیا اور بچوں میں درسی سامان بھی تقسیم کیا۔ ہمارا ادارہ دیہی علاقہ جات میں معاونین کے تعاون سے مختلف پروجیکٹ جن میں ہینڈ پمپ اور مساجد اور اکیڈمی کی تعمیر کروا رہے ہیں۔ [367, 809, 475, 968]
mobile-row [724, 65, 837, 80]
paragraph: کریں، ایک دن ضرور واپس آنا ہے میں انہیں کہتا ہوں کل کی بجائے آج ہی واپس اسلام میں داخل ہوں۔ انہوں نے کہا 19 نومبر 17 کو میں نے اور میرے بچوں نے اقرار کیا کہ حضرت محمد ﷺ اللہ کے سچے اور آخری نبی ہیں باقی ان کے علاوہ کوئی بھی اس چیز کا دعویٰ کرتا ہے تو وہ جھوٹا ہے۔ ختم نبوت ایمان کا حصہ ہے اس کے بغیر ایمان مکمل نہیں ہوتا۔ [833, 697, 955, 822]
notice-label: بقیہ [678, 1424, 704, 1442]
byline-name: پروفیسر جویریہ یاسمین [266, 197, 341, 231]
paragraph: کریں، ایک دن ضرور واپس آنا ہے میں انہیں کہتا ہوں کل کی بجائے آج ہی واپس اسلام میں داخل ہوں۔ انہوں نے کہا 19 نومبر 17 کو میں نے اور میرے بچوں نے اقرار کیا کہ حضرت محمد ﷺ اللہ کے سچے اور آخری نبی ہیں باقی ان کے علاوہ کوئی بھی اس چیز کا دعویٰ کرتا ہے تو وہ جھوٹا ہے۔ ختم نبوت ایمان کا حصہ ہے اس کے بغیر ایمان مکمل نہیں ہوتا۔ [482, 1160, 591, 1296]
fax-label: فیکس: [807, 52, 837, 63]
notice-number: 81 [486, 1525, 561, 1543]
notice-body: اشتہار زیر آرڈر نمبر 5 رول 20 ضابطہ دیوانی۔ ہرگاہ کہ مقدمہ تقسیم اراضی عدالت ہذا میں زیر سماعت ہے۔ جس میں آئندہ تاریخ پیشی [23, 1250, 121, 1304]
notice-number: 86 [256, 872, 330, 890]
masthead [597, 18, 941, 106]
main-headline: غیر ضروری تعطیلات ۔۔۔۔ نظام تعلیم پر خودکش حملہ [246, 20, 594, 84]
notice-number: 78 [486, 1306, 561, 1324]
office-address: آفس نمبر 207 فرمان پلازہ چوک شہیداں میرپور آزاد کشمیر [682, 22, 837, 48]
notice-label: بقیہ [330, 1054, 356, 1072]
notice-number: 70 [604, 1050, 678, 1068]
paragraph: مہیا کرتی ہے۔ قطع نظر اس کے کہ تعلیمی ادارے پرائیویٹ ہیں یا سرکاری اصل مدعا یہ ہے کہ محکمہ تعلیم کے کرتا دھرتا سنجیدگی سے اس بات کا نوٹس لیں کہ چھٹیوں کا دورانیہ کم کیا جائے گرمائی تعطیلات کو مختصر کیا جائے۔ [133, 294, 242, 385]
paragraph: کرنے سے کتراتے ہیں۔ رات گئے سفر کرنا بھی محال ہو چکا ہے۔ گزشتہ روز ایک شخص بھاڑی والی سوزوکی پر بیٹھا اس کی جیب میں 60 ہزار روپے تھے جب جہلم اترا تو جیب بھی ساتھ نہیں تھا۔ عوام کا انتظامیہ سے مطالبہ ہے کہ اس جیب کترے گروپ کو فوری گرفتار کر کے عوام کی مایوسی کو دور کیا جائے۔ [133, 1059, 245, 1184]
logo-daily: Daily [842, 24, 857, 30]
logo-mirpur: Mirpur [842, 39, 861, 45]
